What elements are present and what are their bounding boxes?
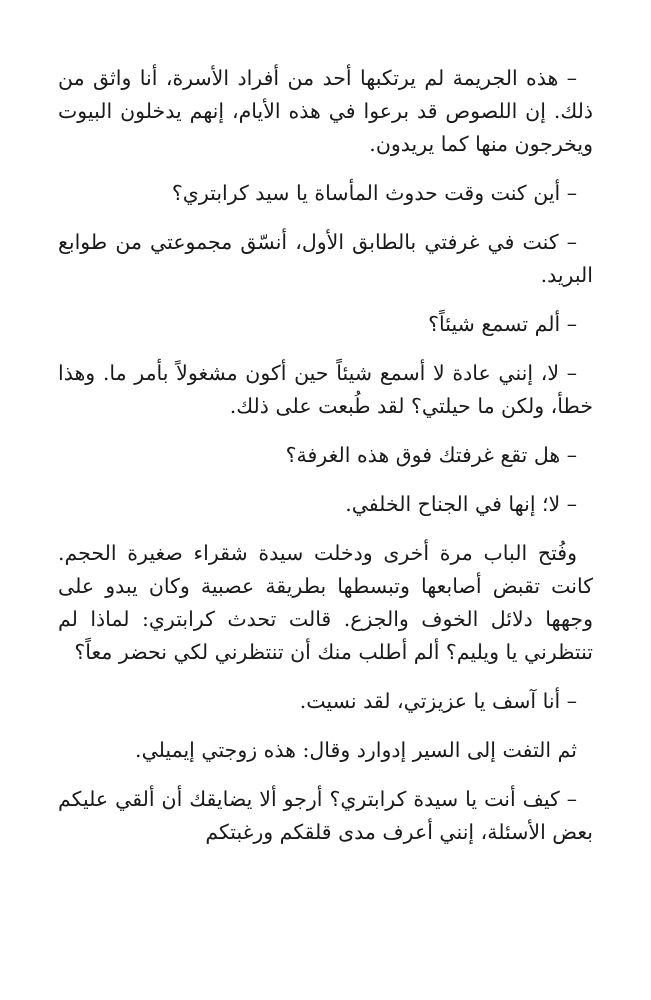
paragraph-10: ثم التفت إلى السير إدوارد وقال: هذه زوجتي إيميلي. [135, 738, 577, 762]
paragraph-6: – هل تقع غرفتك فوق هذه الغرفة؟ [285, 443, 577, 467]
paragraph-1: – هذه الجريمة لم يرتكبها أحد من أفراد الأسرة، أنا واثق من ذلك. إن اللصوص قد برعوا في هذه الأيام، إنهم يدخلون البيوت ويخرجون منها كما يريدون. [58, 66, 593, 156]
paragraph-11: – كيف أنت يا سيدة كرابتري؟ أرجو ألا يضايقك أن ألقي عليكم بعض الأسئلة، إنني أعرف مدى قلقكم ورغبتكم [58, 787, 593, 844]
paragraph-9: – أنا آسف يا عزيزتي، لقد نسيت. [299, 689, 577, 713]
paragraph-2: – أين كنت وقت حدوث المأساة يا سيد كرابتري؟ [171, 181, 577, 205]
paragraph-4: – ألم تسمع شيئاً؟ [428, 312, 577, 336]
paragraph-8: وفُتح الباب مرة أخرى ودخلت سيدة شقراء صغيرة الحجم. كانت تقبض أصابعها وتبسطها بطريقة عصبية وكان يبدو على وجهها دلائل الخوف والجزع. قالت تحدث كرابتري: لماذا لم تنتظرني يا ويليم؟ ألم أطلب منك أن تنتظرني لكي نحضر معاً؟ [58, 541, 593, 664]
paragraph-7: – لا؛ إنها في الجناح الخلفي. [345, 492, 577, 516]
page-text [58, 62, 593, 865]
paragraph-3: – كنت في غرفتي بالطابق الأول، أنسّق مجموعتي من طوابع البريد. [58, 230, 593, 287]
paragraph-5: – لا، إنني عادة لا أسمع شيئاً حين أكون مشغولاً بأمر ما. وهذا خطأ، ولكن ما حيلتي؟ لقد طُبعت على ذلك. [58, 361, 593, 418]
